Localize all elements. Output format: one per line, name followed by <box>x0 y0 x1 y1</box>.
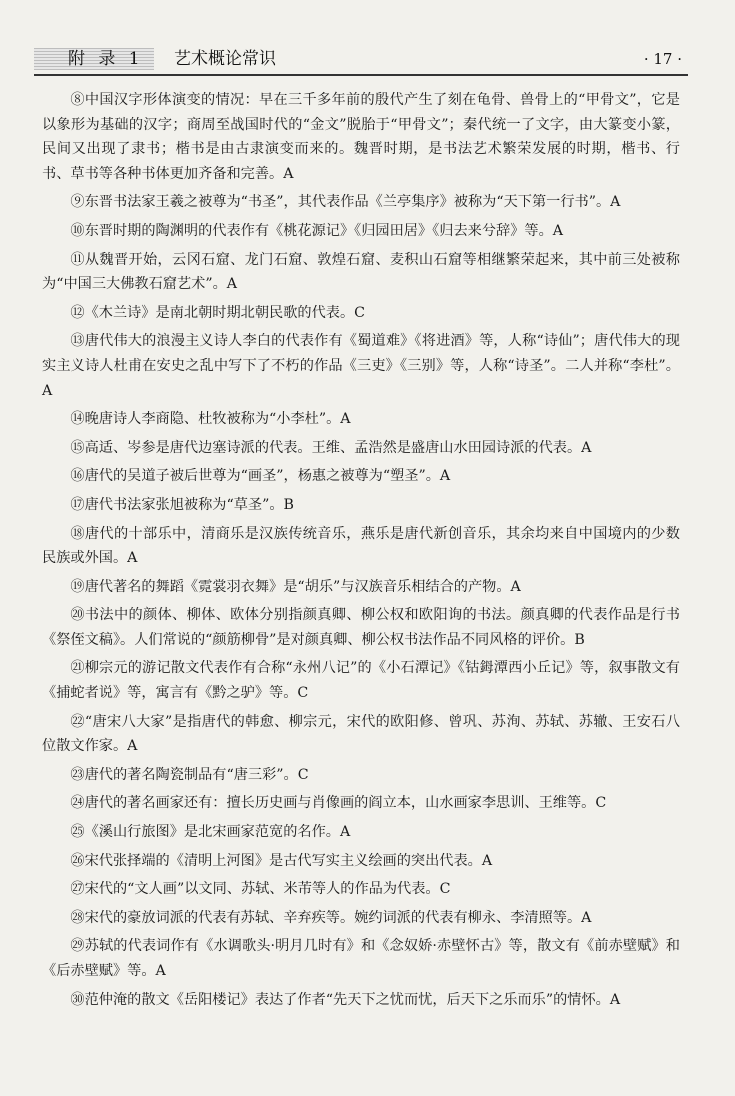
paragraph-item-15: ⑮高适、岑参是唐代边塞诗派的代表。王维、孟浩然是盛唐山水田园诗派的代表。A <box>70 439 592 456</box>
paragraph-item-13: ⑬唐代伟大的浪漫主义诗人李白的代表作有《蜀道难》《将进酒》等，人称“诗仙”；唐代伟大的现实主义诗人杜甫在安史之乱中写下了不朽的作品《三吏》《三别》等，人称“诗圣”。二人并称“李杜”。A <box>42 333 680 399</box>
paragraph-item-17: ⑰唐代书法家张旭被称为“草圣”。B <box>70 496 294 513</box>
paragraph-item-29: ㉙苏轼的代表词作有《水调歌头·明月几时有》和《念奴娇·赤壁怀古》等，散文有《前赤壁赋》和《后赤壁赋》等。A <box>42 938 680 979</box>
paragraph-item-28: ㉘宋代的豪放词派的代表有苏轼、辛弃疾等。婉约词派的代表有柳永、李清照等。A <box>70 909 592 926</box>
paragraph-item-21: ㉑柳宗元的游记散文代表作有合称“永州八记”的《小石潭记》《钴鉧潭西小丘记》等，叙事散文有《捕蛇者说》等，寓言有《黔之驴》等。C <box>42 660 680 702</box>
paragraph-item-12: ⑫《木兰诗》是南北朝时期北朝民歌的代表。C <box>70 304 365 321</box>
paragraph-item-27: ㉗宋代的“文人画”以文同、苏轼、米芾等人的作品为代表。C <box>70 881 451 898</box>
header-appendix-label: 附 录 1 <box>68 49 144 69</box>
paragraph-item-10: ⑩东晋时期的陶渊明的代表作有《桃花源记》《归园田居》《归去来兮辞》等。A <box>70 222 564 239</box>
page-body <box>42 88 680 1016</box>
paragraph-item-18: ⑱唐代的十部乐中，清商乐是汉族传统音乐，燕乐是唐代新创音乐，其余均来自中国境内的少数民族或外国。A <box>42 525 680 567</box>
paragraph-item-30: ㉚范仲淹的散文《岳阳楼记》表达了作者“先天下之忧而忧，后天下之乐而乐”的情怀。A <box>70 991 621 1008</box>
paragraph-item-9: ⑨东晋书法家王羲之被尊为“书圣”，其代表作品《兰亭集序》被称为“天下第一行书”。A <box>70 194 621 211</box>
paragraph-item-14: ⑭晚唐诗人李商隐、杜牧被称为“小李杜”。A <box>70 411 351 428</box>
paragraph-item-11: ⑪从魏晋开始，云冈石窟、龙门石窟、敦煌石窟、麦积山石窟等相继繁荣起来，其中前三处被称为“中国三大佛教石窟艺术”。A <box>42 251 680 293</box>
paragraph-item-20: ⑳书法中的颜体、柳体、欧体分别指颜真卿、柳公权和欧阳询的书法。颜真卿的代表作品是行书《祭侄文稿》。人们常说的“颜筋柳骨”是对颜真卿、柳公权书法作品不同风格的评价。B <box>42 607 680 648</box>
paragraph-item-16: ⑯唐代的吴道子被后世尊为“画圣”，杨惠之被尊为“塑圣”。A <box>70 468 451 485</box>
paragraph-item-8: ⑧中国汉字形体演变的情况：早在三千多年前的殷代产生了刻在龟骨、兽骨上的“甲骨文”，它是以象形为基础的汉字；商周至战国时代的“金文”脱胎于“甲骨文”；秦代统一了文字，由大篆变小篆，民间又出现了隶书；楷书是由古隶演变而来的。魏晋时期，是书法艺术繁荣发展的时期，楷书、行书、草书等各种书体更加齐备和完善。A <box>42 92 680 182</box>
paragraph-item-19: ⑲唐代著名的舞蹈《霓裳羽衣舞》是“胡乐”与汉族音乐相结合的产物。A <box>70 578 521 595</box>
paragraph-item-26: ㉖宋代张择端的《清明上河图》是古代写实主义绘画的突出代表。A <box>70 852 493 869</box>
paragraph-item-23: ㉓唐代的著名陶瓷制品有“唐三彩”。C <box>70 766 309 783</box>
header-section-title: 艺术概论常识 <box>174 49 276 69</box>
paragraph-item-22: ㉒“唐宋八大家”是指唐代的韩愈、柳宗元，宋代的欧阳修、曾巩、苏洵、苏轼、苏辙、王安石八位散文作家。A <box>42 713 680 755</box>
running-header <box>34 44 688 76</box>
paragraph-item-25: ㉕《溪山行旅图》是北宋画家范宽的名作。A <box>70 824 351 841</box>
page-number: · 17 · <box>643 50 682 68</box>
paragraph-item-24: ㉔唐代的著名画家还有：擅长历史画与肖像画的阎立本，山水画家李思训、王维等。C <box>70 795 607 812</box>
